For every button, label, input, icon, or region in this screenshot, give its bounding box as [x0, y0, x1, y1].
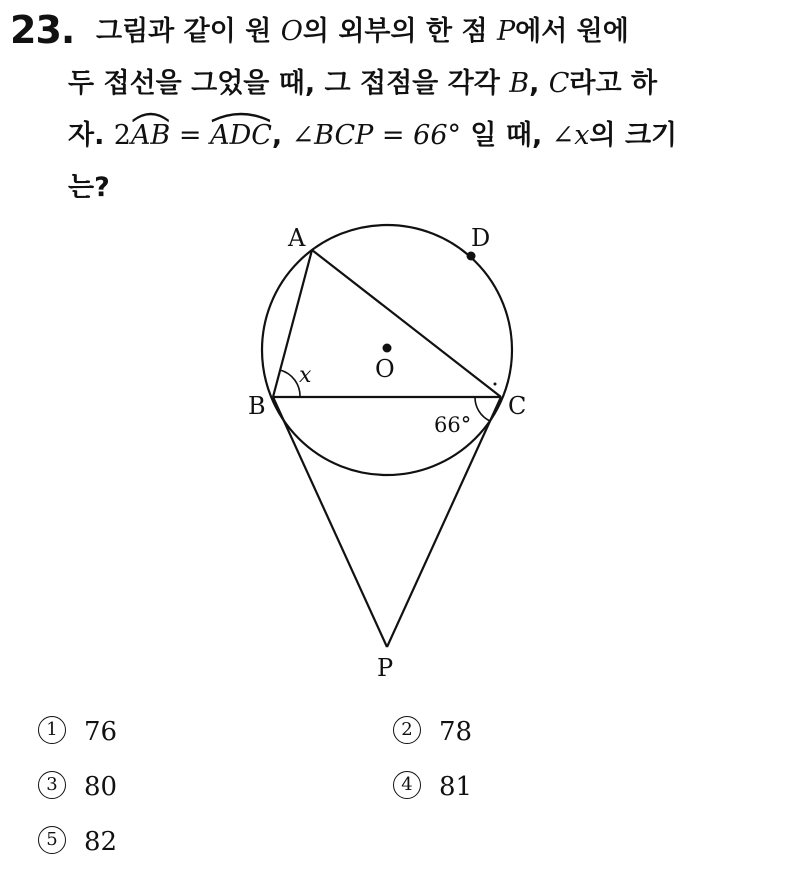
point-d — [467, 252, 476, 261]
choice-mark: 3 — [38, 771, 66, 799]
angle-x: ∠x — [551, 120, 590, 151]
arc-adc-label: ADC — [210, 120, 272, 151]
question-text: 는? — [68, 172, 110, 203]
arc-ab-label: AB — [130, 120, 171, 151]
math-symbol: O — [280, 16, 303, 47]
choice-4[interactable] — [393, 767, 472, 807]
label-66: 66° — [434, 413, 472, 437]
segment-ac — [312, 250, 501, 397]
angle-x-arc — [280, 370, 300, 397]
math-symbol: P — [496, 16, 516, 47]
angle-expression: ∠BCP = 66° — [291, 120, 461, 151]
answer-choices — [38, 712, 738, 862]
label-x: x — [299, 363, 312, 388]
question-text: , — [271, 120, 292, 151]
choice-2[interactable] — [393, 712, 472, 752]
label-a: A — [288, 224, 306, 252]
choice-value: 80 — [84, 772, 118, 802]
choice-value: 78 — [439, 717, 473, 747]
center-o-point — [383, 344, 392, 353]
question-text: 자. — [68, 120, 114, 151]
choice-mark: 5 — [38, 826, 66, 854]
question-text: 두 접선을 그었을 때, 그 접점을 각각 — [68, 68, 510, 99]
question-text: 그림과 같이 원 — [96, 16, 281, 47]
tangent-bp — [273, 397, 387, 647]
question-text: 일 때, — [461, 120, 552, 151]
label-b: B — [248, 392, 266, 420]
math-symbol: C — [548, 68, 570, 99]
angle-66-arc — [475, 397, 490, 421]
choice-mark: 1 — [38, 716, 66, 744]
question-text: 에서 원에 — [515, 16, 629, 47]
math-coefficient: 2 — [113, 120, 131, 151]
choice-mark: 2 — [393, 716, 421, 744]
question-text: 라고 하 — [569, 68, 658, 99]
small-angle-mark — [494, 383, 497, 386]
question-text: 의 외부의 한 점 — [302, 16, 497, 47]
choice-mark: 4 — [393, 771, 421, 799]
choice-value: 82 — [84, 827, 118, 857]
choice-value: 81 — [439, 772, 473, 802]
choice-3[interactable] — [38, 767, 117, 807]
choice-value: 76 — [84, 717, 118, 747]
choice-5[interactable] — [38, 822, 117, 862]
label-o: O — [375, 355, 395, 383]
question-number: 23. — [10, 8, 75, 52]
math-equals: = — [170, 120, 211, 151]
question-text: 의 크기 — [589, 120, 678, 151]
label-d: D — [471, 224, 491, 252]
label-p: P — [377, 654, 394, 682]
label-c: C — [508, 392, 527, 420]
choice-1[interactable] — [38, 712, 117, 752]
math-symbol: B — [509, 68, 530, 99]
question-text: , — [529, 68, 549, 99]
